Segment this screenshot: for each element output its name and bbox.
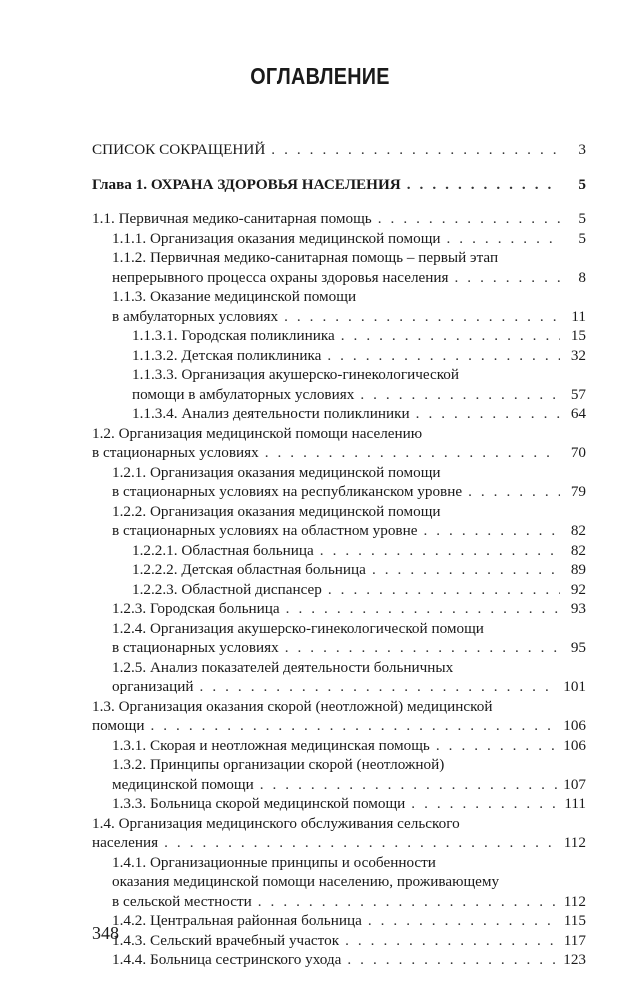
dot-leader [378, 209, 560, 229]
toc-entry-text: 1.1.1. Организация оказания медицинской помощи [112, 229, 441, 247]
toc-entry-text: 1.3. Организация оказания скорой (неотложной) медицинской [92, 697, 493, 715]
dot-leader [407, 175, 560, 195]
toc-entry-text: 1.2.2.2. Детская областная больница [132, 561, 366, 578]
toc-entry-text: 1.4.2. Центральная районная больница [112, 912, 362, 929]
toc-page-number: 89 [570, 561, 586, 578]
toc-page-number: 95 [570, 639, 586, 656]
toc-entry-text: 1.1.3.1. Городская поликлиника [132, 327, 335, 344]
toc-entry-text: 1.3.3. Больница скорой медицинской помощи [112, 795, 406, 812]
toc-entry-text: помощи в амбулаторных условиях [132, 385, 355, 403]
toc-entry [92, 287, 586, 326]
toc-page-number: 32 [570, 346, 586, 364]
toc-entry-text: в амбулаторных условиях [112, 307, 279, 325]
toc-page-number: 3 [578, 141, 586, 158]
toc-entry-text: 1.4.1. Организационные принципы и особенности [112, 853, 436, 871]
toc-entry-text: организаций [112, 678, 194, 695]
page-number: 348 [92, 923, 119, 943]
toc-entry-text: 1.1.3.4. Анализ деятельности поликлиники [132, 405, 410, 422]
dot-leader [285, 638, 560, 658]
toc-page-number: 92 [570, 580, 586, 598]
dot-leader [347, 950, 557, 970]
toc-entry-text: медицинской помощи [112, 775, 254, 793]
toc-page-number: 11 [571, 307, 586, 325]
dot-leader [260, 775, 558, 795]
toc-entry [92, 697, 586, 736]
toc-page-number: 70 [570, 444, 586, 461]
toc-entry-text: 1.3.1. Скорая и неотложная медицинская помощь [112, 736, 430, 754]
dot-leader [455, 268, 560, 288]
toc-page-number: 82 [570, 541, 586, 559]
toc-entry-text: 1.2.5. Анализ показателей деятельности больничных [112, 658, 454, 676]
toc-entry-text: 1.2.3. Городская больница [112, 600, 280, 617]
toc-entry [92, 175, 586, 195]
toc-page-number: 5 [578, 229, 586, 247]
dot-leader [200, 677, 558, 697]
toc-page-number: 112 [563, 892, 586, 910]
toc-entry [92, 229, 586, 249]
toc-entry-text: населения [92, 834, 159, 851]
toc-page-number: 111 [564, 795, 586, 812]
dot-leader [164, 833, 558, 853]
toc-entry-text: 1.2.2. Организация оказания медицинской помощи [112, 502, 441, 520]
dot-leader [150, 716, 557, 736]
toc-page-number: 101 [563, 678, 586, 695]
dot-leader [447, 229, 560, 249]
toc-entry-text: СПИСОК СОКРАЩЕНИЙ [92, 141, 266, 158]
toc-entry-text: 1.3.2. Принципы организации скорой (неотложной) [112, 756, 445, 773]
toc-entry-text: 1.4.3. Сельский врачебный участок [112, 931, 340, 949]
toc-entry [92, 502, 586, 541]
toc-entry [92, 931, 586, 951]
dot-leader [372, 560, 560, 580]
dot-leader [320, 541, 560, 561]
toc-entry-text: в стационарных условиях на областном уровне [112, 522, 418, 539]
toc-entry [92, 853, 586, 912]
toc-page-number: 64 [570, 405, 586, 422]
toc-entry-text: 1.1.2. Первичная медико-санитарная помощь – первый этап [112, 249, 499, 266]
toc-entry [92, 619, 586, 658]
toc-entry-text: 1.1. Первичная медико-санитарная помощь [92, 210, 372, 227]
toc-entry [92, 140, 586, 160]
toc-entry [92, 365, 586, 404]
toc-entry [92, 755, 586, 794]
page-title: ОГЛАВЛЕНИЕ [250, 63, 390, 89]
toc-entry-text: непрерывного процесса охраны здоровья населения [112, 268, 449, 286]
toc-page-number: 112 [563, 834, 586, 851]
toc-entry [92, 950, 586, 970]
toc-entry [92, 580, 586, 600]
toc-entry-text: 1.2.2.1. Областная больница [132, 541, 314, 559]
dot-leader [271, 140, 560, 160]
toc-page-number: 106 [563, 736, 586, 754]
toc-entry [92, 248, 586, 287]
toc-entry-text: в стационарных условиях [92, 444, 259, 461]
dot-leader [436, 736, 557, 756]
toc-entry [92, 814, 586, 853]
toc-entry-text: 1.1.3. Оказание медицинской помощи [112, 288, 357, 305]
toc-entry [92, 463, 586, 502]
toc-page-number: 79 [570, 483, 586, 500]
toc-page-number: 117 [563, 931, 586, 949]
dot-leader [468, 482, 560, 502]
toc-entry-text: 1.2.4. Организация акушерско-гинекологической помощи [112, 619, 484, 637]
dot-leader [258, 892, 558, 912]
toc-entry-text: в стационарных условиях на республиканском уровне [112, 483, 463, 500]
toc-entry [92, 326, 586, 346]
toc-entry-text: в сельской местности [112, 892, 252, 910]
toc-entry [92, 599, 586, 619]
toc-entry [92, 209, 586, 229]
dot-leader [411, 794, 558, 814]
toc-entry-text: 1.4.4. Больница сестринского ухода [112, 951, 342, 968]
toc-entry [92, 794, 586, 814]
toc-entry-text: помощи [92, 717, 145, 734]
toc-entry-text: 1.4. Организация медицинского обслуживания сельского [92, 814, 460, 832]
toc-entry [92, 911, 586, 931]
dot-leader [284, 307, 560, 327]
table-of-contents [92, 140, 586, 970]
toc-entry [92, 346, 586, 366]
toc-entry [92, 658, 586, 697]
toc-page-number: 15 [570, 327, 586, 344]
toc-entry [92, 404, 586, 424]
toc-page-number: 107 [563, 775, 586, 793]
toc-page-number: 115 [563, 912, 586, 929]
toc-entry-text: Глава 1. ОХРАНА ЗДОРОВЬЯ НАСЕЛЕНИЯ [92, 175, 401, 193]
toc-entry-text: 1.2.2.3. Областной диспансер [132, 580, 322, 598]
dot-leader [423, 521, 560, 541]
toc-page-number: 106 [563, 717, 586, 734]
toc-entry [92, 541, 586, 561]
toc-page-number: 5 [578, 210, 586, 227]
toc-page-number: 57 [570, 385, 586, 403]
dot-leader [416, 404, 560, 424]
toc-entry [92, 424, 586, 463]
dot-leader [368, 911, 558, 931]
toc-entry [92, 560, 586, 580]
toc-page-number: 82 [570, 522, 586, 539]
toc-entry [92, 736, 586, 756]
dot-leader [345, 931, 558, 951]
toc-entry-text: 1.1.3.3. Организация акушерско-гинекологической [132, 366, 460, 383]
dot-leader [360, 385, 560, 405]
toc-page-number: 123 [563, 951, 586, 968]
toc-entry-text: 1.1.3.2. Детская поликлиника [132, 346, 322, 364]
dot-leader [286, 599, 560, 619]
dot-leader [327, 346, 560, 366]
dot-leader [341, 326, 560, 346]
toc-entry-text: 1.2.1. Организация оказания медицинской помощи [112, 463, 441, 481]
dot-leader [265, 443, 560, 463]
toc-entry-text: в стационарных условиях [112, 639, 279, 656]
toc-entry-text: оказания медицинской помощи населению, проживающему [112, 873, 500, 890]
toc-entry-text: 1.2. Организация медицинской помощи населению [92, 424, 423, 442]
toc-page-number: 8 [578, 268, 586, 286]
toc-page-number: 5 [578, 175, 586, 193]
toc-page-number: 93 [570, 600, 586, 617]
dot-leader [328, 580, 560, 600]
